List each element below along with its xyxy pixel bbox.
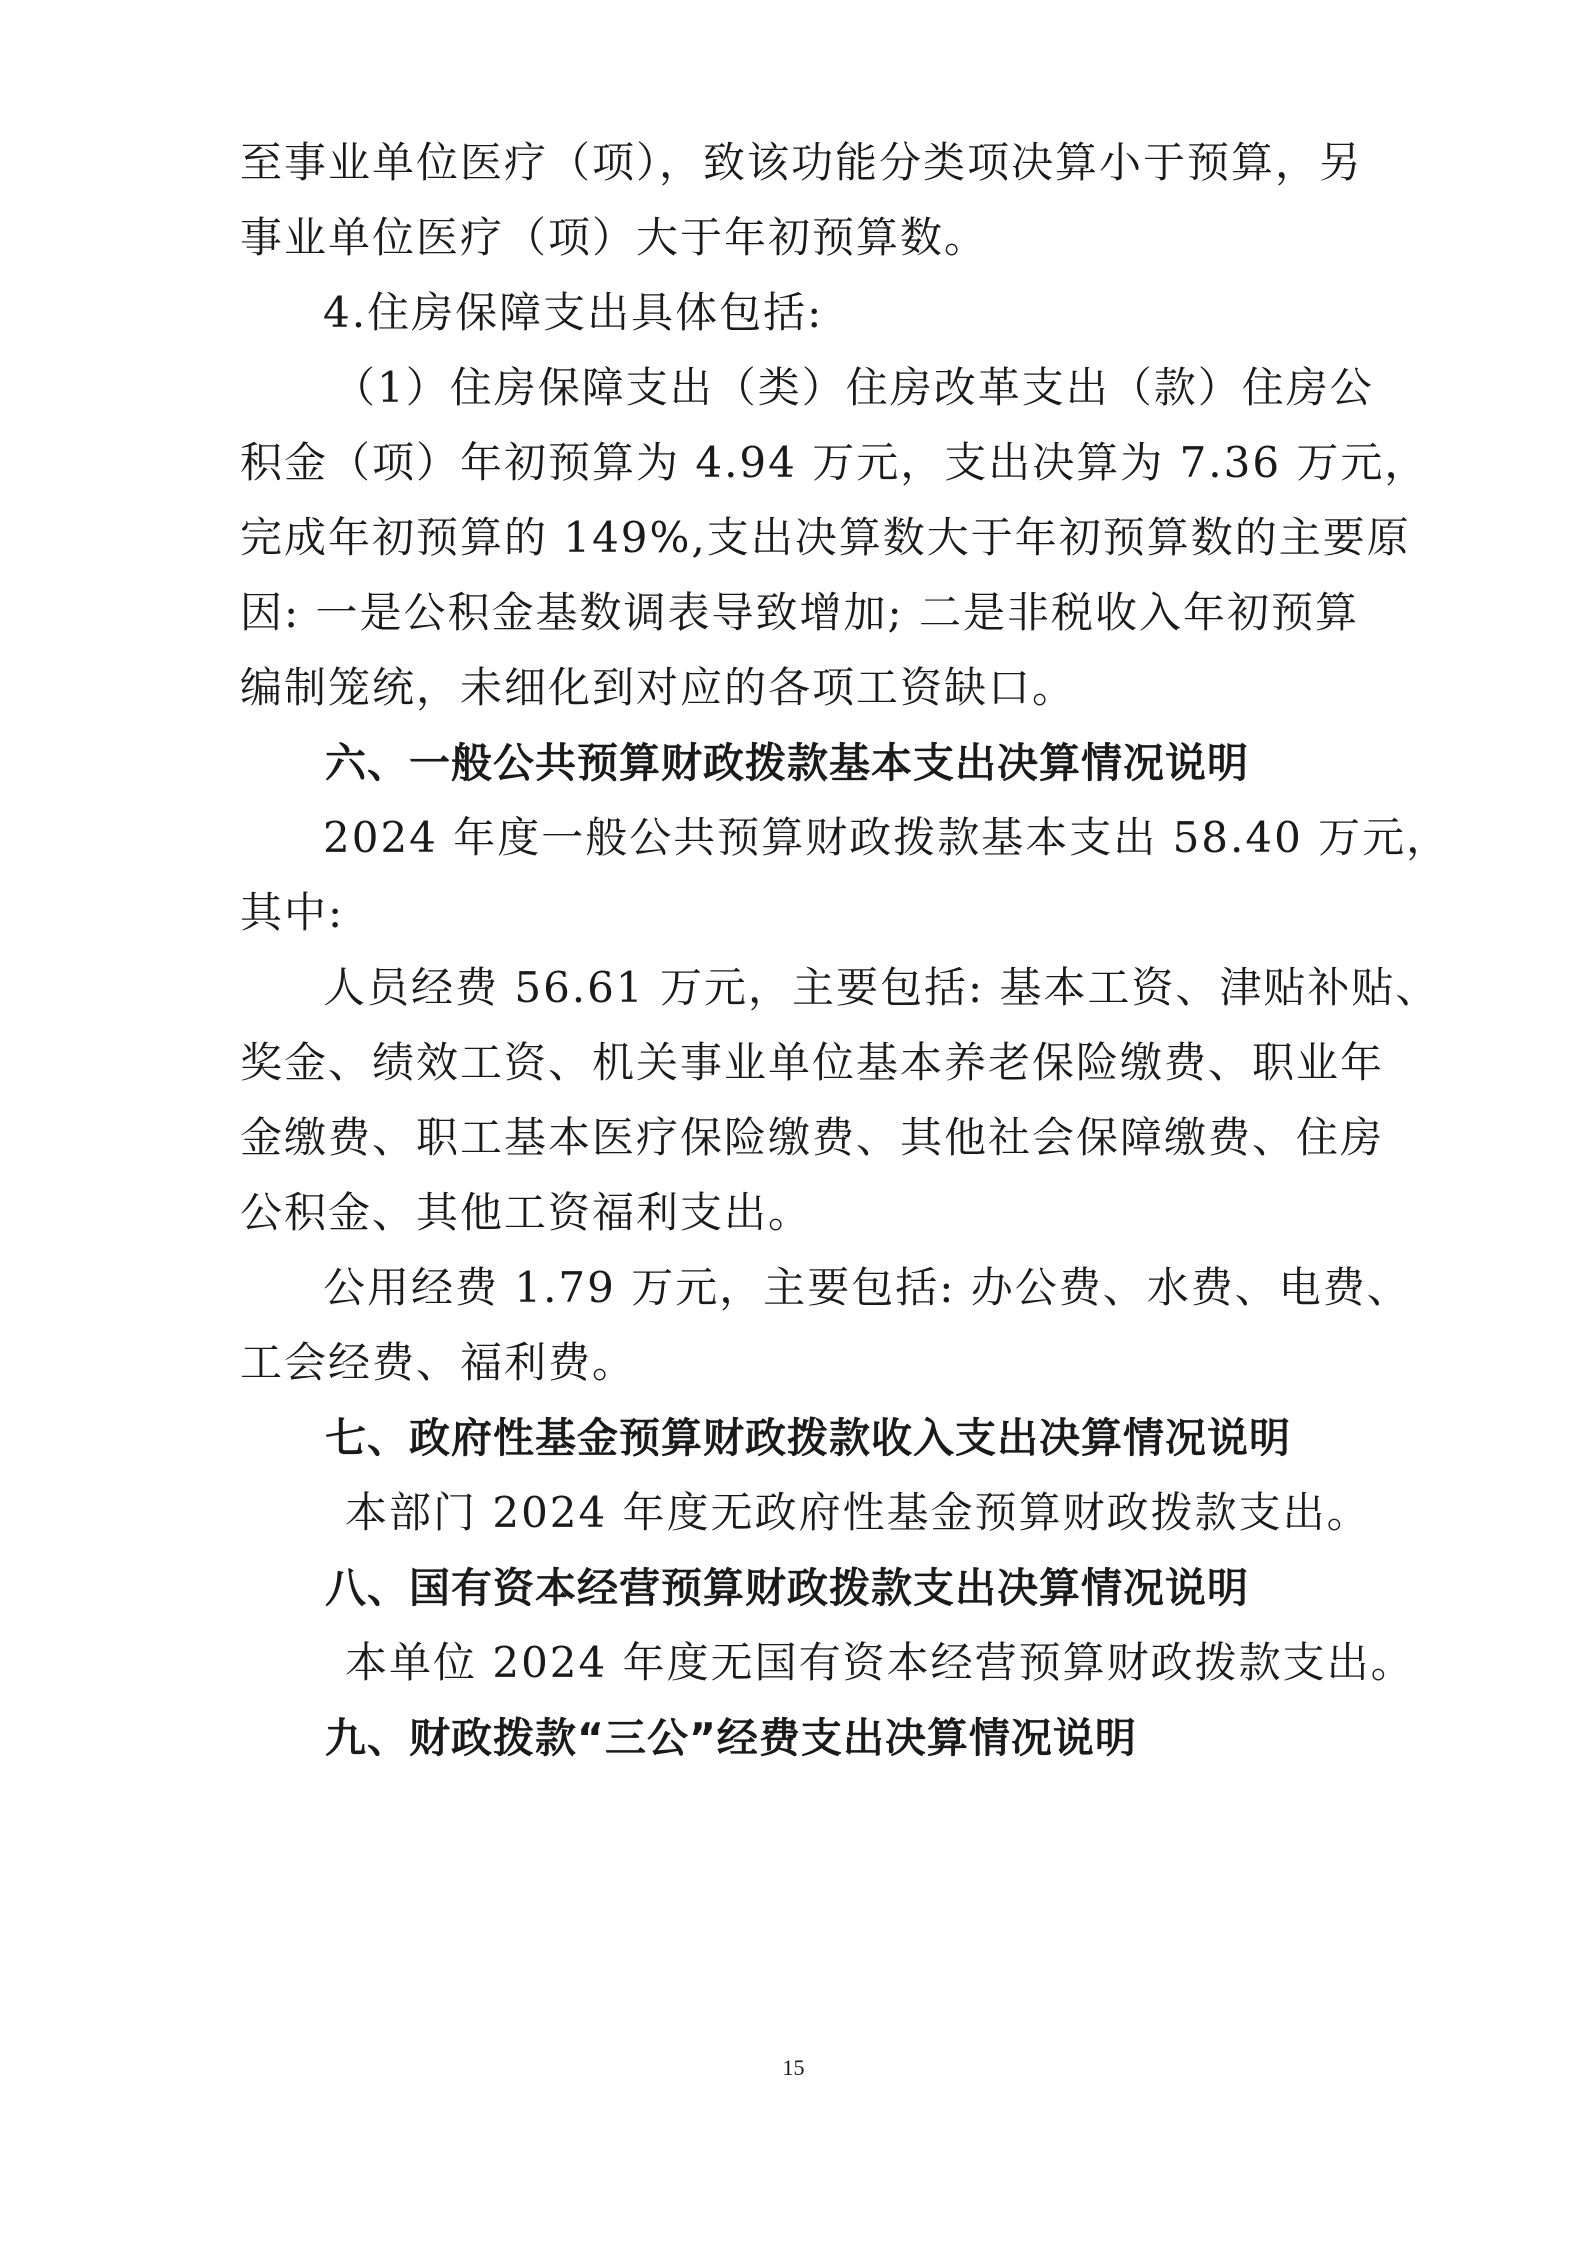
paragraph-line: 人员经费 56.61 万元，主要包括: 基本工资、津贴补贴、 bbox=[323, 963, 1440, 1012]
paragraph-line: 本单位 2024 年度无国有资本经营预算财政拨款支出。 bbox=[345, 1638, 1415, 1687]
paragraph-line: 编制笼统，未细化到对应的各项工资缺口。 bbox=[240, 663, 1077, 712]
paragraph-line: 至事业单位医疗（项），致该功能分类项决算小于预算，另 bbox=[240, 138, 1364, 187]
paragraph-line: 工会经费、福利费。 bbox=[240, 1338, 637, 1387]
paragraph-line: 事业单位医疗（项）大于年初预算数。 bbox=[240, 213, 989, 262]
paragraph-line: 本部门 2024 年度无政府性基金预算财政拨款支出。 bbox=[345, 1488, 1371, 1537]
section-heading: 六、一般公共预算财政拨款基本支出决算情况说明 bbox=[325, 739, 1249, 787]
paragraph-line: 4.住房保障支出具体包括: bbox=[323, 288, 824, 337]
section-heading: 九、财政拨款“三公”经费支出决算情况说明 bbox=[325, 1714, 1137, 1762]
section-heading: 八、国有资本经营预算财政拨款支出决算情况说明 bbox=[325, 1564, 1249, 1612]
paragraph-line: 因: 一是公积金基数调表导致增加; 二是非税收入年初预算 bbox=[240, 588, 1360, 637]
paragraph-line: 2024 年度一般公共预算财政拨款基本支出 58.40 万元， bbox=[323, 813, 1451, 862]
paragraph-line: 其中: bbox=[240, 888, 345, 937]
paragraph-line: 完成年初预算的 149%,支出决算数大于年初预算数的主要原 bbox=[240, 513, 1411, 562]
paragraph-line: （1）住房保障支出（类）住房改革支出（款）住房公 bbox=[333, 363, 1374, 412]
paragraph-line: 积金（项）年初预算为 4.94 万元，支出决算为 7.36 万元， bbox=[240, 438, 1429, 487]
section-heading: 七、政府性基金预算财政拨款收入支出决算情况说明 bbox=[325, 1414, 1291, 1462]
paragraph-line: 奖金、绩效工资、机关事业单位基本养老保险缴费、职业年 bbox=[240, 1038, 1385, 1087]
paragraph-line: 公用经费 1.79 万元，主要包括: 办公费、水费、电费、 bbox=[323, 1263, 1411, 1312]
page-number: 15 bbox=[782, 2055, 805, 2080]
paragraph-line: 公积金、其他工资福利支出。 bbox=[240, 1188, 813, 1237]
paragraph-line: 金缴费、职工基本医疗保险缴费、其他社会保障缴费、住房 bbox=[240, 1113, 1385, 1162]
